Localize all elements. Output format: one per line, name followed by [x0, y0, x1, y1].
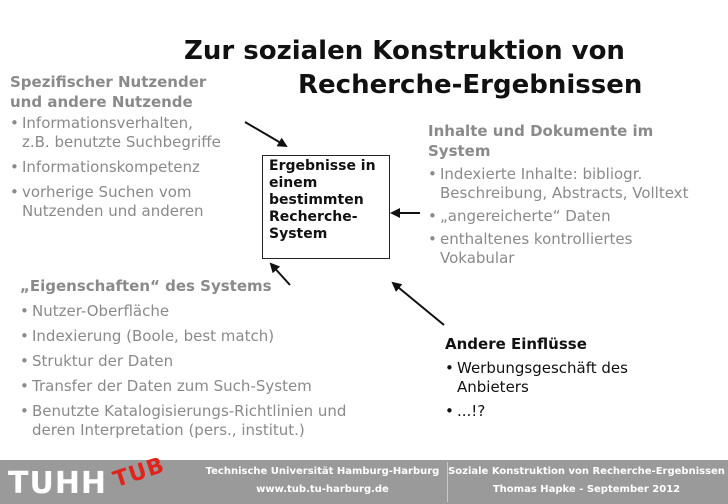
tub-logo: TUB: [110, 452, 169, 493]
footer-author-date: Thomas Hapke - September 2012: [492, 484, 681, 495]
list-item-line: • Werbungsgeschäft des: [457, 359, 628, 377]
list-item-line: • Indexierung (Boole, best match): [32, 327, 275, 345]
list-item-line: Vokabular: [440, 249, 515, 267]
results-box-line: Recherche-: [269, 209, 358, 225]
arrow-from-user: [245, 122, 286, 146]
list-item-line: • Informationsverhalten,: [22, 114, 193, 132]
list-item-line: • Nutzer-Oberfläche: [32, 302, 170, 320]
list-item-line: • Transfer der Daten zum Such-System: [32, 377, 312, 395]
content-heading-line1: Inhalte und Dokumente im: [428, 122, 654, 140]
list-item-line: • Indexierte Inhalte: bibliogr.: [440, 165, 643, 183]
properties-heading: „Eigenschaften“ des Systems: [20, 277, 272, 295]
results-box-line: System: [269, 226, 328, 242]
results-box-line: bestimmten: [269, 192, 364, 208]
footer-institution-name: Technische Universität Hamburg-Harburg: [205, 466, 440, 477]
list-item-line: deren Interpretation (pers., institut.): [32, 421, 305, 439]
list-item-line: • „angereicherte“ Daten: [440, 207, 611, 225]
footer-url: www.tub.tu-harburg.de: [256, 484, 389, 495]
list-item-line: Nutzenden und anderen: [22, 202, 204, 220]
list-item-line: z.B. benutzte Suchbegriffe: [22, 133, 221, 151]
list-item-line: • vorherige Suchen vom: [22, 183, 192, 201]
list-item-line: • Struktur der Daten: [32, 352, 174, 370]
user-heading-line2: und andere Nutzende: [10, 93, 193, 111]
list-item-line: • Informationskompetenz: [22, 158, 200, 176]
list-item-line: • enthaltenes kontrolliertes: [440, 230, 633, 248]
tuhh-logo: TUHH: [8, 466, 108, 501]
list-item-line: Beschreibung, Abstracts, Volltext: [440, 184, 689, 202]
list-item-line: • ...!?: [457, 402, 486, 420]
results-box-line: Ergebnisse in: [269, 158, 376, 174]
footer-talk-info: [445, 463, 728, 499]
list-item-line: • Benutzte Katalogisierungs-Richtlinien und: [32, 402, 347, 420]
slide-title-line2: Recherche-Ergebnissen: [298, 70, 643, 100]
user-heading-line1: Spezifischer Nutzender: [10, 73, 207, 91]
list-item-line: Anbieters: [457, 378, 529, 396]
other-influences-heading: Andere Einflüsse: [445, 335, 587, 353]
arrow-from-properties: [271, 264, 290, 285]
content-heading-line2: System: [428, 142, 491, 160]
footer-institution: [200, 463, 445, 499]
arrow-from-other-influences: [393, 283, 444, 325]
footer-talk-title: Soziale Konstruktion von Recherche-Ergebnissen: [448, 466, 725, 477]
results-box-line: einem: [269, 175, 318, 191]
slide-title-line1: Zur sozialen Konstruktion von: [184, 36, 625, 66]
